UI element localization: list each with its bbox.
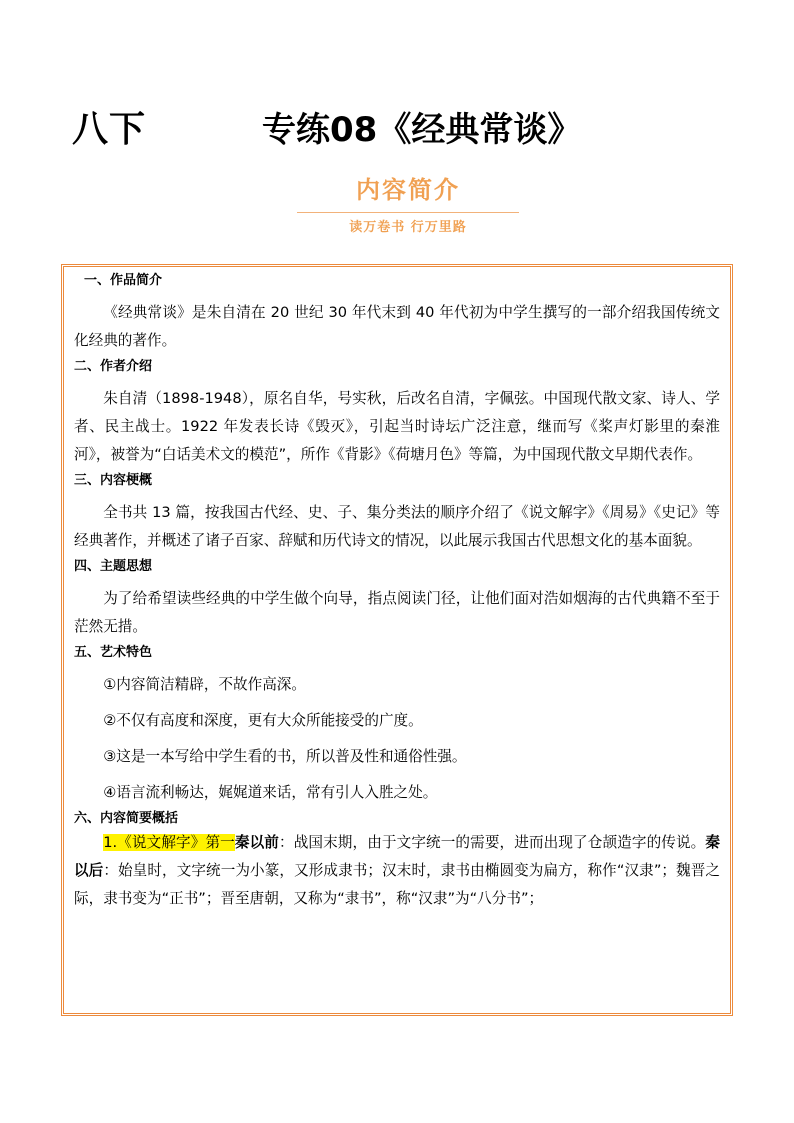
content-box xyxy=(61,264,733,1016)
content-body xyxy=(74,267,720,913)
paragraph-work-intro: 《经典常谈》是朱自清在 20 世纪 30 年代末到 40 年代初为中学生撰写的一部介绍我国传统文化经典的著作。 xyxy=(74,304,720,349)
summary-label-after-qin: 秦以后 xyxy=(74,834,720,879)
feature-item: ④语言流利畅达，娓娓道来话，常有引人入胜之处。 xyxy=(103,784,438,801)
paragraph-summary xyxy=(74,829,720,913)
feature-item: ②不仅有高度和深度，更有大众所能接受的广度。 xyxy=(103,712,423,729)
heading-features: 五、艺术特色 xyxy=(74,645,153,660)
paragraph-author: 朱自清（1898-1948），原名自华，号实秋，后改名自清，字佩弦。中国现代散文家、诗人、学者、民主战士。1922 年发表长诗《毁灭》，引起当时诗坛广泛注意，继而写《桨声灯影里的秦淮河》，被誉为“白话美术文的模范”，所作《背影》《荷塘月色》等篇，为中国现代散文早期代表作。 xyxy=(74,390,720,463)
page-title: 专练08《经典常谈》 xyxy=(262,110,582,150)
heading-summary: 六、内容简要概括 xyxy=(74,811,179,826)
summary-text-after-qin: ：始皇时，文字统一为小篆，又形成隶书；汉末时，隶书由椭圆变为扁方，称作“汉隶”；魏晋之际，隶书变为“正书”；晋至唐朝，又称为“隶书”，称“汉隶”为“八分书”； xyxy=(74,862,720,907)
heading-work-intro: 一、作品简介 xyxy=(84,273,163,288)
heading-theme: 四、主题思想 xyxy=(74,559,153,574)
section-subtitle: 读万卷书 行万里路 xyxy=(349,220,467,235)
heading-author: 二、作者介绍 xyxy=(74,359,153,374)
summary-label-before-qin: 秦以前 xyxy=(234,834,279,851)
paragraph-outline: 全书共 13 篇，按我国古代经、史、子、集分类法的顺序介绍了《说文解字》《周易》《史记》等经典著作，并概述了诸子百家、辞赋和历代诗文的情况，以此展示我国古代思想文化的基本面貌。 xyxy=(74,504,720,549)
grade-label: 八下 xyxy=(72,109,147,150)
feature-item: ③这是一本写给中学生看的书，所以普及性和通俗性强。 xyxy=(103,748,467,765)
section-header xyxy=(297,172,519,237)
section-title: 内容简介 xyxy=(356,176,460,204)
heading-outline: 三、内容梗概 xyxy=(74,473,153,488)
summary-text-before-qin: ：战国末期，由于文字统一的需要，进而出现了仓颉造字的传说。 xyxy=(278,834,706,851)
paragraph-theme: 为了给希望读些经典的中学生做个向导，指点阅读门径，让他们面对浩如烟海的古代典籍不至于茫然无措。 xyxy=(74,590,720,635)
feature-item: ①内容简洁精辟，不故作高深。 xyxy=(103,676,306,693)
section-divider xyxy=(297,212,519,213)
summary-highlight: 1.《说文解字》第一 xyxy=(103,834,235,851)
